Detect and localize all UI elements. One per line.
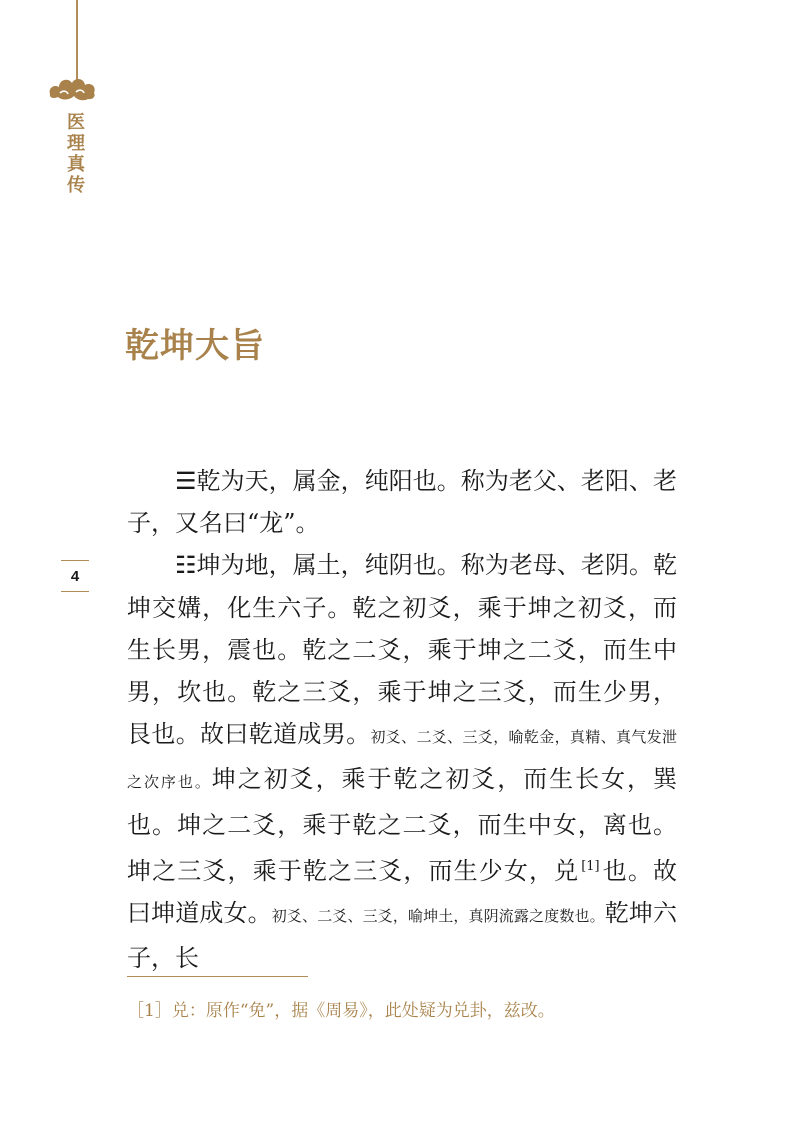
book-title-char: 真 xyxy=(67,154,85,175)
paragraph-qian: ☰乾为天，属金，纯阳也。称为老父、老阳、老子，又名曰“龙”。 xyxy=(127,467,677,538)
footnote: ［1］兑：原作“免”，据《周易》，此处疑为兑卦，兹改。 xyxy=(127,1001,555,1021)
chapter-title: 乾坤大旨 xyxy=(125,326,265,366)
hanging-line xyxy=(76,0,78,82)
footnote-reference[interactable]: [1] xyxy=(581,858,600,874)
paragraph-kun-part2: 坤之初爻，乘于乾之初爻，而生长女，巽也。坤之二爻，乘于乾之二爻，而生中女，离也。坤之三爻，乘于乾之三爻，而生少女，兑 xyxy=(127,765,677,885)
footnote-divider xyxy=(127,976,308,977)
annotation-kun-yao: 初爻、二爻、三爻，喻坤土，真阴流露之度数也。 xyxy=(271,907,605,926)
cloud-ornament-icon xyxy=(46,72,98,104)
paragraph-kun-part1: ☷坤为地，属土，纯阴也。称为老母、老阴。乾坤交媾，化生六子。乾之初爻，乘于坤之初爻，而生长男，震也。乾之二爻，乘于坤之二爻，而生中男，坎也。乾之三爻，乘于坤之三爻，而生少男，艮也。故曰乾道成男。 xyxy=(127,551,677,749)
body-text xyxy=(127,460,677,979)
page-number: 4 xyxy=(61,560,89,592)
paragraph-kun-part3: 也。故曰坤道成女。 xyxy=(127,856,678,928)
book-title-vertical xyxy=(64,112,88,196)
paragraph-kun-part4: 乾坤六子，长 xyxy=(127,899,677,973)
book-title-char: 医 xyxy=(67,112,85,133)
book-title-char: 传 xyxy=(67,175,85,196)
book-title-char: 理 xyxy=(67,133,85,154)
annotation-qian-yao: 初爻、二爻、三爻，喻乾金，真精、真气发泄之次序也。 xyxy=(127,728,677,792)
paragraph-kun xyxy=(127,544,677,979)
